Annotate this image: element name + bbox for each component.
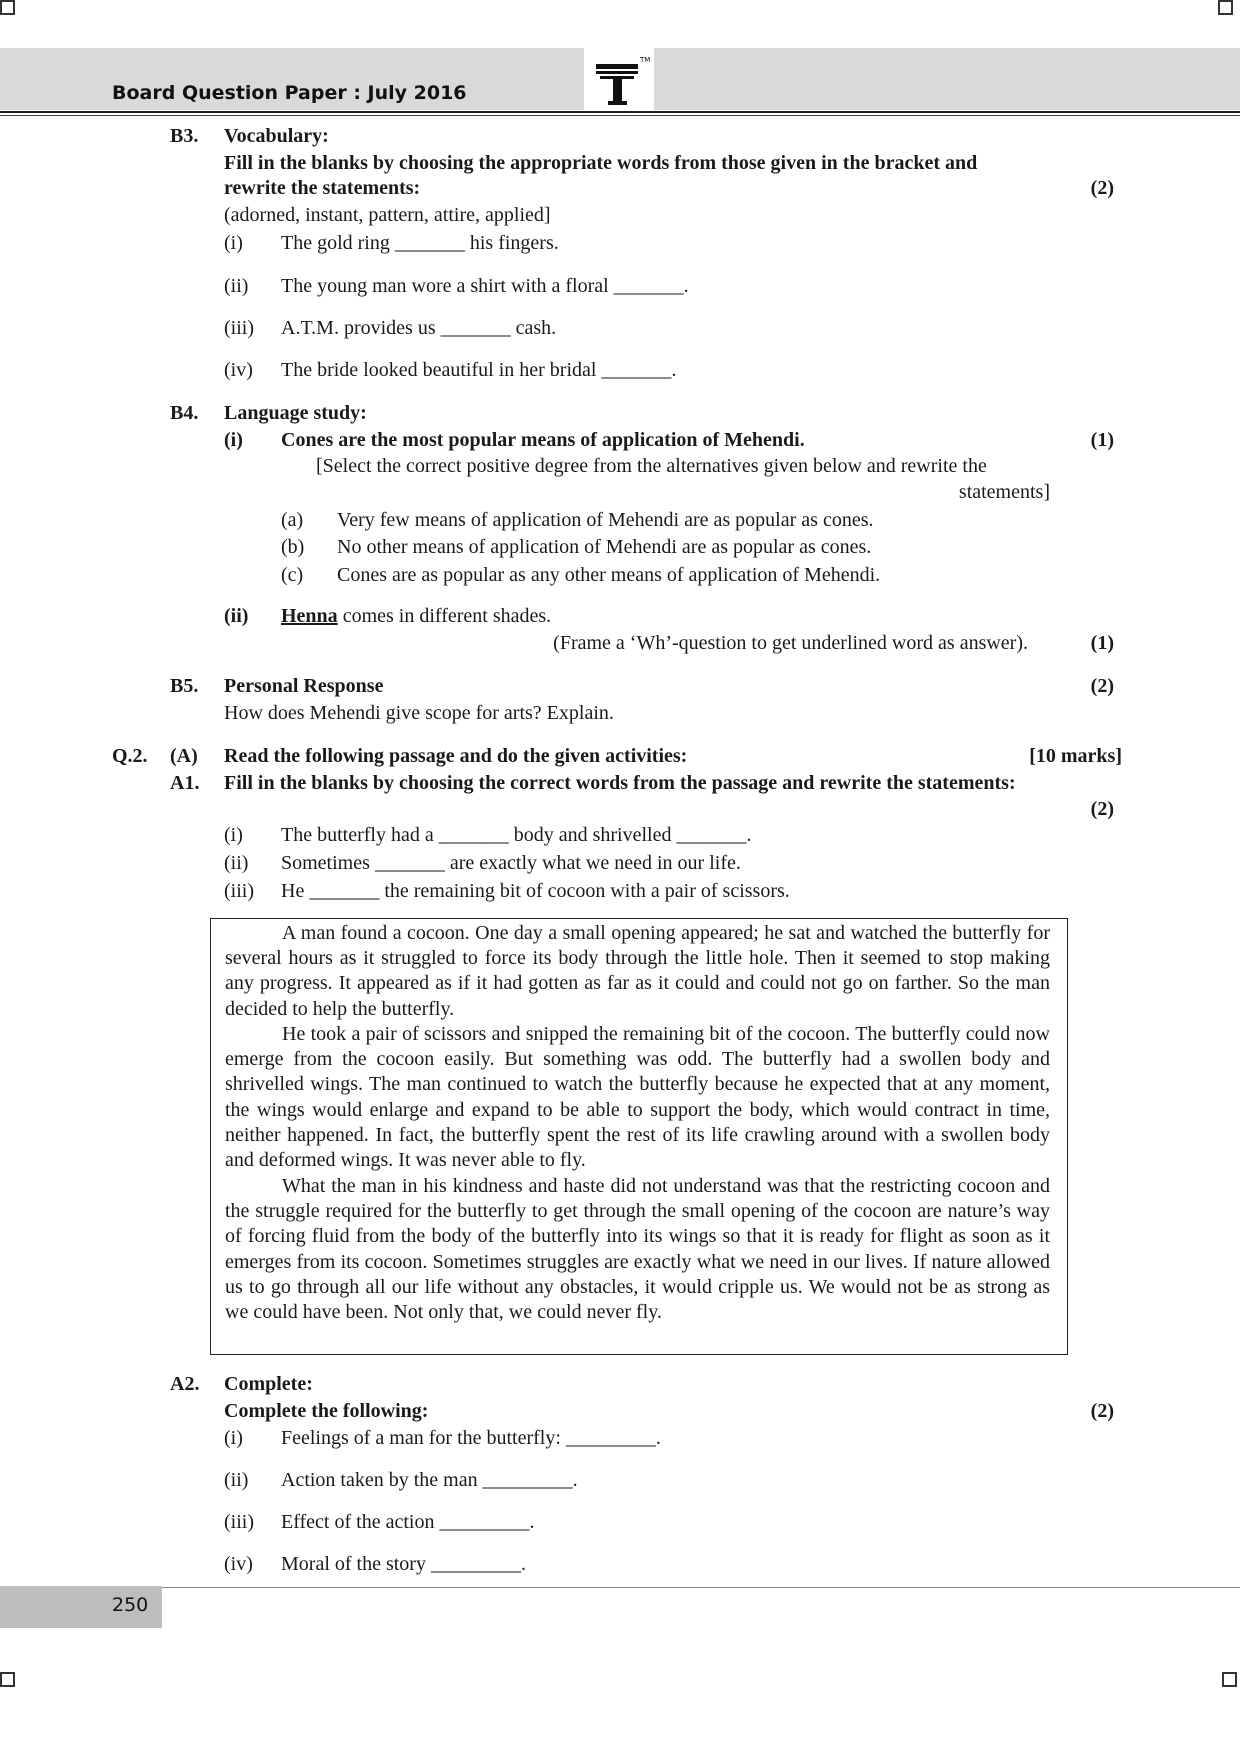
a2-item-text: Effect of the action _________. xyxy=(281,1511,535,1533)
b4-q2-instruction: (Frame a ‘Wh’-question to get underlined word as answer). xyxy=(553,632,1028,654)
b5-title: Personal Response xyxy=(224,675,384,697)
page-header-title: Board Question Paper : July 2016 xyxy=(112,82,467,104)
a1-item-num: (ii) xyxy=(224,852,249,874)
b3-item-text: The gold ring _______ his fingers. xyxy=(281,232,559,254)
b3-options: (adorned, instant, pattern, attire, applied] xyxy=(224,204,551,226)
b4-title: Language study: xyxy=(224,402,367,424)
page-number: 250 xyxy=(112,1594,149,1616)
header-rule-thin xyxy=(0,115,1240,116)
a2-item-text: Moral of the story _________. xyxy=(281,1553,526,1575)
b4-q2-rest: comes in different shades. xyxy=(337,605,552,627)
b4-option-num: (b) xyxy=(281,536,305,558)
b4-number: B4. xyxy=(170,402,199,424)
a1-item-num: (iii) xyxy=(224,880,254,902)
footer-rule xyxy=(162,1587,1240,1588)
b3-item-text: The young man wore a shirt with a floral _______. xyxy=(281,275,689,297)
a2-item-num: (i) xyxy=(224,1427,243,1449)
b3-instruction-line2: rewrite the statements: xyxy=(224,177,421,199)
b5-marks: (2) xyxy=(1090,675,1114,697)
b4-q2-num: (ii) xyxy=(224,605,249,627)
a1-instruction: Fill in the blanks by choosing the correct words from the passage and rewrite the statements: xyxy=(224,772,1016,794)
a1-item-text: He _______ the remaining bit of cocoon with a pair of scissors. xyxy=(281,880,790,902)
b3-item-num: (iv) xyxy=(224,359,253,381)
b3-item-text: The bride looked beautiful in her bridal _______. xyxy=(281,359,677,381)
q2-section: (A) xyxy=(170,745,198,767)
b3-item-text: A.T.M. provides us _______ cash. xyxy=(281,317,557,339)
b4-q1-instruction-line1: [Select the correct positive degree from the alternatives given below and rewrite the xyxy=(316,455,987,477)
b3-marks: (2) xyxy=(1090,177,1114,199)
a1-number: A1. xyxy=(170,772,200,794)
a2-item-num: (iv) xyxy=(224,1553,253,1575)
b4-option-num: (a) xyxy=(281,509,304,531)
a2-marks: (2) xyxy=(1090,1400,1114,1422)
b4-option-num: (c) xyxy=(281,564,304,586)
a2-item-num: (iii) xyxy=(224,1511,254,1533)
b4-q2-marks: (1) xyxy=(1090,632,1114,654)
b4-option-text: Very few means of application of Mehendi are as popular as cones. xyxy=(337,509,874,531)
a1-marks: (2) xyxy=(1090,798,1114,820)
b4-q1-num: (i) xyxy=(224,429,243,451)
b3-item-num: (i) xyxy=(224,232,243,254)
publisher-logo-icon xyxy=(584,48,654,110)
a2-title: Complete: xyxy=(224,1373,313,1395)
q2-number: Q.2. xyxy=(112,745,148,767)
q2-marks: [10 marks] xyxy=(1029,745,1122,767)
passage-paragraph: What the man in his kindness and haste did not understand was that the restricting cocoon and the struggle required for the butterfly to get through the small opening of the cocoon are nature’s way of forcing fluid from the body of the butterfly into its wings so that it is ready for flight as soon as it emerges from its cocoon. Sometimes struggles are exactly what we need in our lives. If nature allowed us to go through all our life without any obstacles, it would cripple us. We would not be as strong as we could have been. Not only that, we could never fly. xyxy=(225,1175,1050,1324)
svg-text:TM: TM xyxy=(640,56,651,64)
a1-item-text: Sometimes _______ are exactly what we need in our life. xyxy=(281,852,741,874)
a2-item-num: (ii) xyxy=(224,1469,249,1491)
crop-mark-top-right xyxy=(1218,0,1233,15)
a2-number: A2. xyxy=(170,1373,200,1395)
b3-number: B3. xyxy=(170,125,199,147)
passage-paragraph: He took a pair of scissors and snipped the remaining bit of the cocoon. The butterfly could now emerge from the cocoon easily. But something was odd. The butterfly had a swollen body and shrivelled wings. The man continued to watch the butterfly because he expected that at any moment, the wings would enlarge and expand to be able to support the body, which would contract in time, neither happened. In fact, the butterfly spent the rest of its life crawling around with a swollen body and deformed wings. It was never able to fly. xyxy=(225,1023,1050,1172)
a1-item-num: (i) xyxy=(224,824,243,846)
a2-item-text: Action taken by the man _________. xyxy=(281,1469,578,1491)
b4-option-text: No other means of application of Mehendi are as popular as cones. xyxy=(337,536,872,558)
b5-number: B5. xyxy=(170,675,199,697)
crop-mark-bottom-left xyxy=(0,1672,15,1687)
b5-question: How does Mehendi give scope for arts? Explain. xyxy=(224,702,614,724)
b4-q2-underlined-word: Henna xyxy=(281,605,338,627)
header-rule xyxy=(0,111,1240,113)
a2-item-text: Feelings of a man for the butterfly: _________. xyxy=(281,1427,661,1449)
passage-paragraph: A man found a cocoon. One day a small opening appeared; he sat and watched the butterfly for several hours as it struggled to force its body through the little hole. Then it seemed to stop making any progress. It appeared as if it had gotten as far as it could and could not go on farther. So the man decided to help the butterfly. xyxy=(225,922,1050,1020)
crop-mark-top-left xyxy=(0,0,15,15)
b4-q1-instruction-line2: statements] xyxy=(958,481,1050,503)
a1-item-text: The butterfly had a _______ body and shrivelled _______. xyxy=(281,824,752,846)
b4-q2-sentence xyxy=(281,604,551,628)
b4-q1-marks: (1) xyxy=(1090,429,1114,451)
publisher-logo xyxy=(584,48,654,110)
b3-title: Vocabulary: xyxy=(224,125,329,147)
b3-item-num: (ii) xyxy=(224,275,249,297)
b4-q1-text: Cones are the most popular means of application of Mehendi. xyxy=(281,429,805,451)
q2-title: Read the following passage and do the given activities: xyxy=(224,745,688,767)
b4-option-text: Cones are as popular as any other means of application of Mehendi. xyxy=(337,564,881,586)
b3-instruction-line1: Fill in the blanks by choosing the appropriate words from those given in the bracket and xyxy=(224,152,978,174)
a2-instruction: Complete the following: xyxy=(224,1400,429,1422)
b3-item-num: (iii) xyxy=(224,317,254,339)
crop-mark-bottom-right xyxy=(1222,1672,1237,1687)
